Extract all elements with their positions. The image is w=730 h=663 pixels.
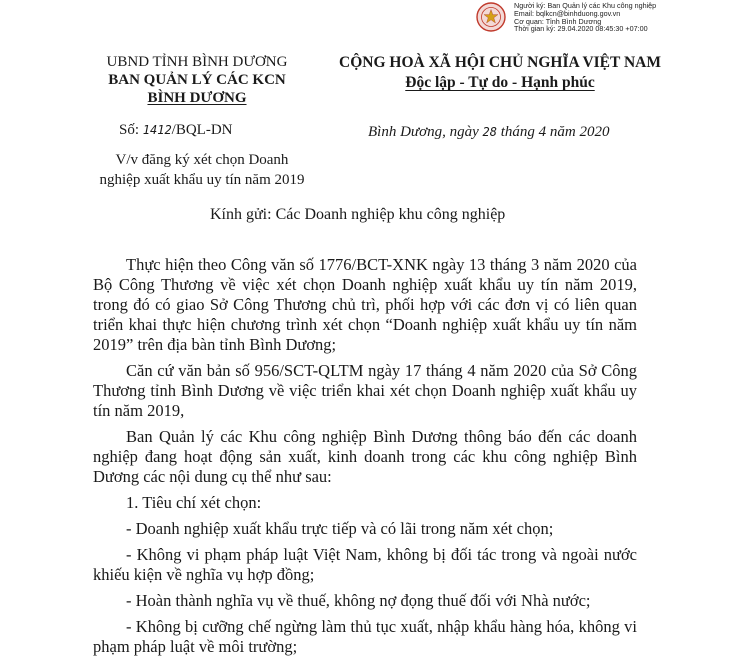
docno-prefix: Số:: [119, 122, 143, 138]
nation-title: CỘNG HOÀ XÃ HỘI CHỦ NGHĨA VIỆT NAM: [339, 54, 661, 71]
signature-email: Email: bqlkcn@binhduong.gov.vn: [514, 8, 621, 18]
national-emblem-seal-icon: [476, 2, 506, 32]
agency-line-1: UBND TỈNH BÌNH DƯƠNG: [106, 54, 288, 70]
paragraph-legal-basis-1: Thực hiện theo Công văn số 1776/BCT-XNK ngày 13 tháng 3 năm 2020 của Bộ Công Thương về việc xét chọn Doanh nghiệp xuất khẩu uy tín năm 2019, trong đó có giao Sở Công Thương chủ trì, phối hợp với các đơn vị có liên quan triển khai thực hiện chương trình xét chọn “Doanh nghiệp xuất khẩu uy tín năm 2019” trên địa bàn tỉnh Bình Dương;: [93, 255, 637, 354]
date-prefix: Bình Dương, ngày: [368, 124, 483, 140]
subject-line-2: nghiệp xuất khẩu uy tín năm 2019: [99, 172, 305, 188]
date-day-handwritten: 28: [482, 125, 497, 139]
signature-time: Thời gian ký: 29.04.2020 08:45:30 +07:00: [514, 24, 648, 34]
section-heading-criteria: 1. Tiêu chí xét chọn:: [126, 493, 262, 512]
criteria-item-1: - Doanh nghiệp xuất khẩu trực tiếp và có lãi trong năm xét chọn;: [126, 519, 554, 538]
date-line: [368, 124, 609, 141]
signature-signer: Người ký: Ban Quản lý các Khu công nghiệp: [514, 1, 657, 10]
paragraph-legal-basis-2: Căn cứ văn bản số 956/SCT-QLTM ngày 17 tháng 4 năm 2020 của Sở Công Thương tỉnh Bình Dương về việc triển khai xét chọn Doanh nghiệp xuất khẩu uy tín năm 2019,: [93, 361, 637, 420]
recipient-line: Kính gửi: Các Doanh nghiệp khu công nghiệp: [210, 206, 506, 223]
document-number: [119, 120, 233, 140]
national-header: [330, 53, 670, 93]
nation-motto: Độc lập - Tự do - Hạnh phúc: [405, 74, 595, 91]
criteria-item-3: - Hoàn thành nghĩa vụ về thuế, không nợ đọng thuế đối với Nhà nước;: [126, 591, 591, 610]
document-subject: [86, 150, 318, 190]
subject-line-1: V/v đăng ký xét chọn Doanh: [115, 152, 289, 168]
paragraph-announcement: Ban Quản lý các Khu công nghiệp Bình Dương thông báo đến các doanh nghiệp đang hoạt động sản xuất, kinh doanh trong các khu công nghiệp Bình Dương các nội dung cụ thể như sau:: [93, 427, 637, 486]
signature-agency: Cơ quan: Tỉnh Bình Dương: [514, 16, 602, 26]
digital-signature-info: [514, 2, 656, 33]
criteria-item-4: - Không bị cưỡng chế ngừng làm thủ tục xuất, nhập khẩu hàng hóa, không vi phạm pháp luật về môi trường;: [93, 617, 637, 656]
issuing-agency: [92, 53, 302, 107]
docno-suffix: /BQL-DN: [171, 122, 233, 138]
docno-handwritten: 1412: [142, 123, 172, 137]
criteria-item-2: - Không vi phạm pháp luật Việt Nam, không bị đối tác trong và ngoài nước khiếu kiện về nghĩa vụ hợp đồng;: [93, 545, 637, 584]
agency-line-2: BAN QUẢN LÝ CÁC KCN: [108, 72, 286, 88]
agency-line-3: BÌNH DƯƠNG: [147, 90, 247, 106]
document-body: [93, 255, 637, 663]
date-suffix: tháng 4 năm 2020: [496, 124, 610, 140]
